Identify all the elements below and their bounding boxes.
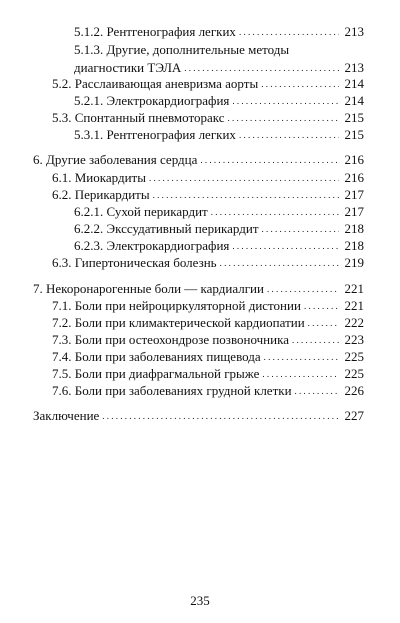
toc-entry [52,110,364,126]
toc-entry [74,60,364,76]
dot-leader [267,280,339,297]
dot-leader [211,203,339,220]
toc-entry-page: 215 [344,127,364,142]
toc-entry [74,24,364,40]
toc-entry-page: 223 [344,332,364,347]
toc-entry [33,152,364,168]
dot-leader [200,151,339,168]
dot-leader [228,109,340,126]
toc-entry-page: 221 [344,298,364,313]
dot-leader [264,348,339,365]
toc-entry-page: 221 [344,281,364,296]
toc-entry [74,127,364,143]
toc-entry [74,238,364,254]
toc-entry-title: 5.3.1. Рентгенография легких [74,127,236,142]
dot-leader [149,169,339,186]
toc-entry-title: диагностики ТЭЛА [74,60,182,75]
dot-leader [292,331,339,348]
toc-entry-page: 214 [344,93,364,108]
toc-entry [52,366,364,382]
toc-entry-page: 216 [344,152,364,167]
toc-entry-page: 216 [344,170,364,185]
toc-entry-page: 225 [344,349,364,364]
toc-entry-page: 213 [344,60,364,75]
toc-entry-page: 219 [344,255,364,270]
toc-entry-title: 5.3. Спонтанный пневмоторакс [52,110,225,125]
toc-entry-title: 7.6. Боли при заболеваниях грудной клетки [52,383,292,398]
toc-entry-title: 6.2.1. Сухой перикардит [74,204,208,219]
toc-entry [74,204,364,220]
toc-entry-title: 5.1.3. Другие, дополнительные методы [74,42,290,57]
toc-entry [33,408,364,424]
toc-entry [74,42,364,58]
dot-leader [102,407,339,424]
toc-entry-title: Заключение [33,408,100,423]
toc-entry-page: 226 [344,383,364,398]
dot-leader [262,220,339,237]
dot-leader [262,365,339,382]
toc-entry [52,187,364,203]
dot-leader [295,382,339,399]
toc-entry-page: 215 [344,110,364,125]
toc-entry-page: 227 [344,408,364,423]
toc-entry-title: 6.2.2. Экссудативный перикардит [74,221,259,236]
dot-leader [153,186,339,203]
toc-entry-title: 7. Некоронарогенные боли — кардиалгии [33,281,264,296]
toc-entry-page: 218 [344,221,364,236]
toc-entry-title: 7.2. Боли при климактерической кардиопатии [52,315,305,330]
toc-entry-title: 7.1. Боли при нейроциркуляторной дистонии [52,298,301,313]
toc-entry [52,332,364,348]
toc-entry-title: 7.5. Боли при диафрагмальной грыже [52,366,260,381]
toc-entry-title: 5.1.2. Рентгенография легких [74,24,236,39]
toc-entry-page: 213 [344,24,364,39]
toc-entry-page: 217 [344,204,364,219]
toc-entry [74,221,364,237]
toc-entry-page: 225 [344,366,364,381]
toc-entry-title: 5.2. Расслаивающая аневризма аорты [52,76,259,91]
dot-leader [308,314,339,331]
dot-leader [304,297,339,314]
toc-entry-title: 6. Другие заболевания сердца [33,152,198,167]
toc-entry-title: 6.3. Гипертоническая болезнь [52,255,217,270]
toc-entry-title: 6.1. Миокардиты [52,170,146,185]
dot-leader [239,23,339,40]
toc-entry [52,170,364,186]
dot-leader [220,254,339,271]
toc-entry [52,349,364,365]
toc-entry-title: 6.2. Перикардиты [52,187,150,202]
toc-entry [52,76,364,92]
toc-entry-page: 222 [344,315,364,330]
toc-entry-title: 6.2.3. Электрокардиография [74,238,230,253]
toc-entry-page: 217 [344,187,364,202]
toc-entry [52,383,364,399]
toc-entry-page: 214 [344,76,364,91]
toc-entry-title: 7.3. Боли при остеохондрозе позвоночника [52,332,289,347]
dot-leader [232,92,339,109]
dot-leader [261,75,339,92]
toc-entry [52,255,364,271]
dot-leader [232,237,339,254]
toc-entry [52,298,364,314]
toc-entry [52,315,364,331]
dot-leader [184,59,339,76]
dot-leader [239,126,339,143]
toc-entry-title: 5.2.1. Электрокардиография [74,93,230,108]
toc-entry [74,93,364,109]
toc-entry-title: 7.4. Боли при заболеваниях пищевода [52,349,261,364]
toc-entry-page: 218 [344,238,364,253]
page-number: 235 [190,593,210,608]
toc-entry [33,281,364,297]
